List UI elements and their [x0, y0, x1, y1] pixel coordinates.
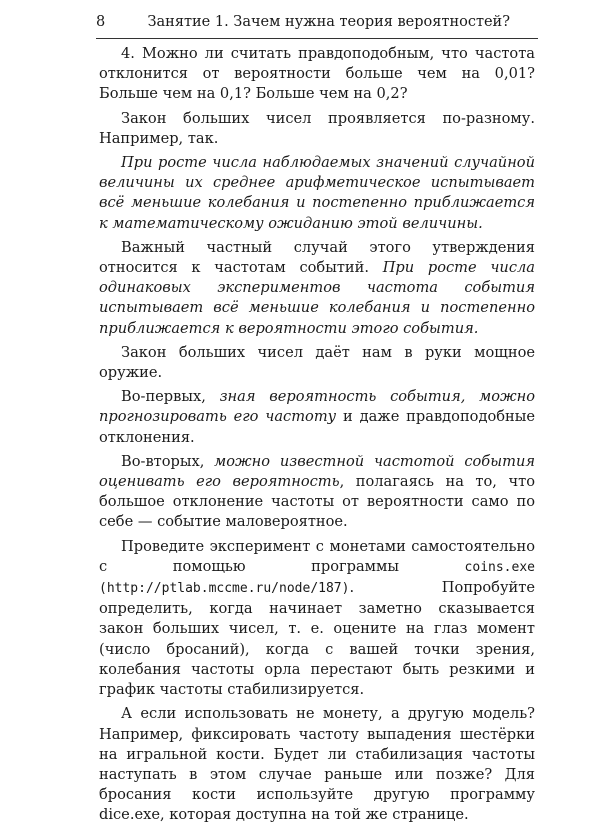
second-tail: , полагаясь на то, что большое отклонение частоты от вероятности само по себе — событие маловероятное. — [99, 473, 535, 531]
first-tail: и даже правдоподобные отклонения. — [99, 408, 535, 446]
law-statement-italic: При росте числа наблюдаемых значений случайной величины их среднее арифметическое испытывает всё меньшие колебания и постепенно приближается к математическому ожиданию этой величины. — [99, 154, 535, 232]
second-italic: можно известной частотой события оценивать его вероятность — [99, 452, 536, 491]
paragraph-law-statement — [99, 153, 535, 234]
paragraph-dice: А если использовать не монету, а другую модель? Например, фиксировать частоту выпадения шестёрки на игральной кости. Будет ли стабилизация частоты наступать в этом случае раньше или позже? Для бросания кости используйте другую программу dice.exe, которая доступна на той же странице. — [99, 705, 535, 824]
running-header — [96, 10, 538, 39]
first-lead: Во-первых, — [121, 388, 220, 406]
paragraph-experiment — [99, 537, 535, 701]
page-number: 8 — [96, 14, 106, 30]
paragraph-law-intro: Закон больших чисел проявляется по-разному. Например, так. — [99, 109, 535, 147]
paragraph-first — [99, 387, 535, 448]
paragraph-second — [99, 452, 535, 533]
body-text — [99, 44, 535, 830]
first-italic: зная вероятность события, можно прогнозировать его частоту — [99, 388, 535, 426]
paragraph-weapon: Закон больших чисел даёт нам в руки мощное оружие. — [99, 343, 535, 382]
paragraph-frequency-case — [99, 238, 535, 339]
frequency-case-text: Важный частный случай этого утверждения относится к частотам событий. — [99, 238, 535, 277]
experiment-lead: Проведите эксперимент с монетами самостоятельно с помощью программы — [99, 537, 535, 575]
experiment-tail: . Попробуйте определить, когда начинает заметно сказывается закон больших чисел, т. е. оцените на глаз момент (число бросаний), когда с вашей точки зрения, колебания частоты орла перестают быть резкими и график частоты стабилизируется. — [99, 579, 535, 699]
frequency-case-italic: При росте числа одинаковых экспериментов частота события испытывает всё меньшие колебания и постепенно приближается к вероятности этого события. — [99, 259, 535, 337]
second-lead: Во-вторых, — [121, 452, 215, 470]
program-link: coins.exe (http://ptlab.mccme.ru/node/187) — [99, 559, 535, 597]
running-title: Занятие 1. Зачем нужна теория вероятностей? — [147, 14, 510, 30]
paragraph-question-4: 4. Можно ли считать правдоподобным, что частота отклонится от вероятности больше чем на 0,01? Больше чем на 0,1? Больше чем на 0,2? — [99, 45, 535, 103]
